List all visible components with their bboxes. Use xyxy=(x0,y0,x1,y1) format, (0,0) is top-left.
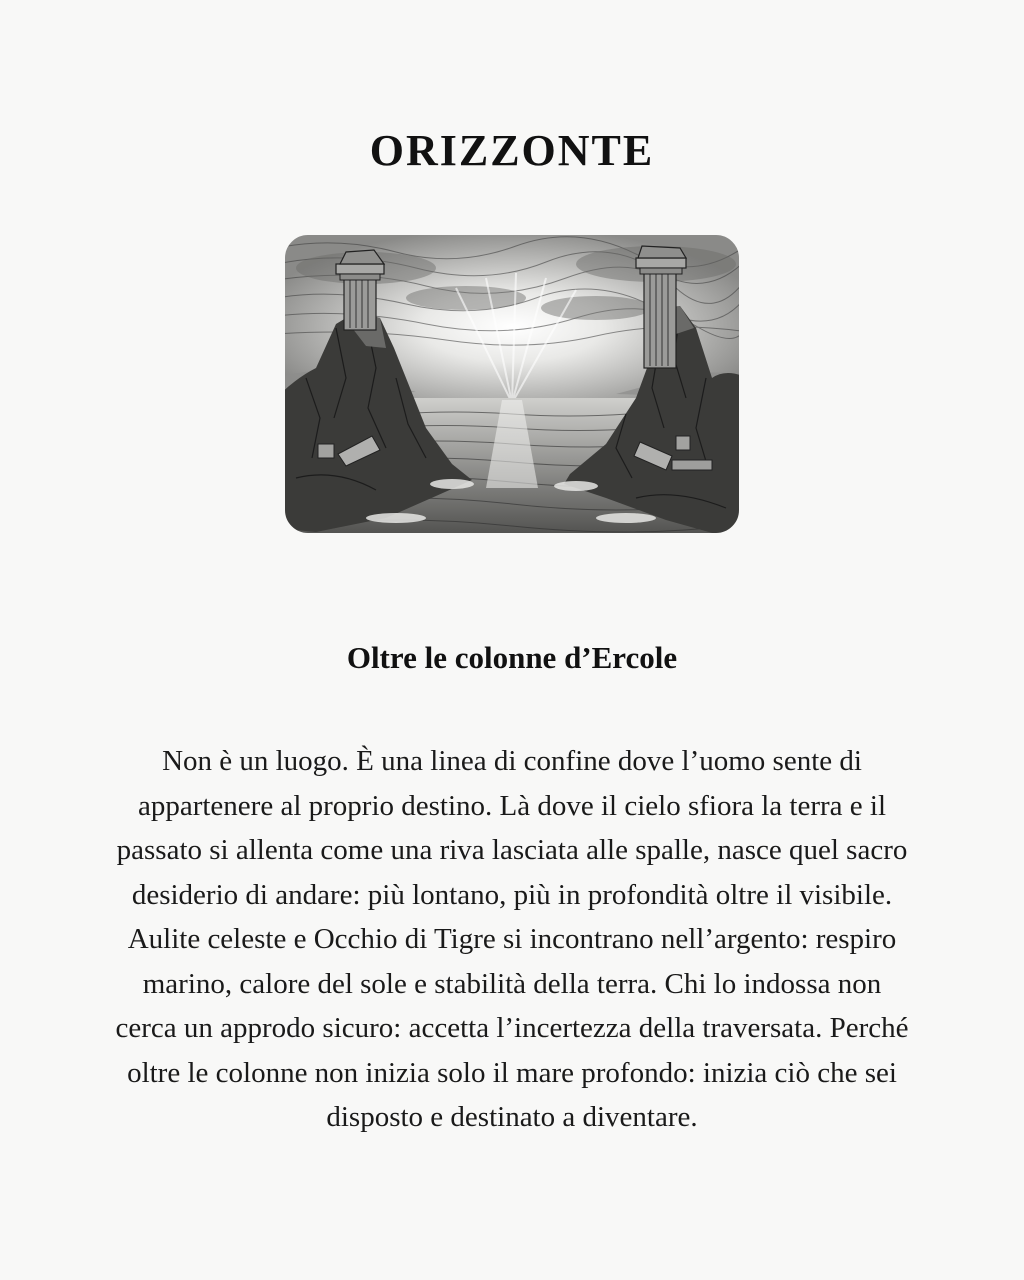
section-subtitle: Oltre le colonne d’Ercole xyxy=(346,639,678,675)
columns-of-hercules-illustration xyxy=(276,228,748,540)
page-title: ORIZZONTE xyxy=(369,126,655,176)
body-paragraph: Non è un luogo. È una linea di confine dove l’uomo sente di appartenere al proprio destino. Là dove il cielo sfiora la terra e il passato si allenta come una riva lasciata alle spalle, nasce quel sacro desiderio di andare: più lontano, più in profondità oltre il visibile. Aulite celeste e Occhio di Tigre si incontrano nell’argento: respiro marino, calore del sole e stabilità della terra. Chi lo indossa non cerca un approdo sicuro: accetta l’incertezza della traversata. Perché oltre le colonne non inizia solo il mare profondo: inizia ciò che sei disposto e destinato a diventare. xyxy=(115,745,909,1133)
